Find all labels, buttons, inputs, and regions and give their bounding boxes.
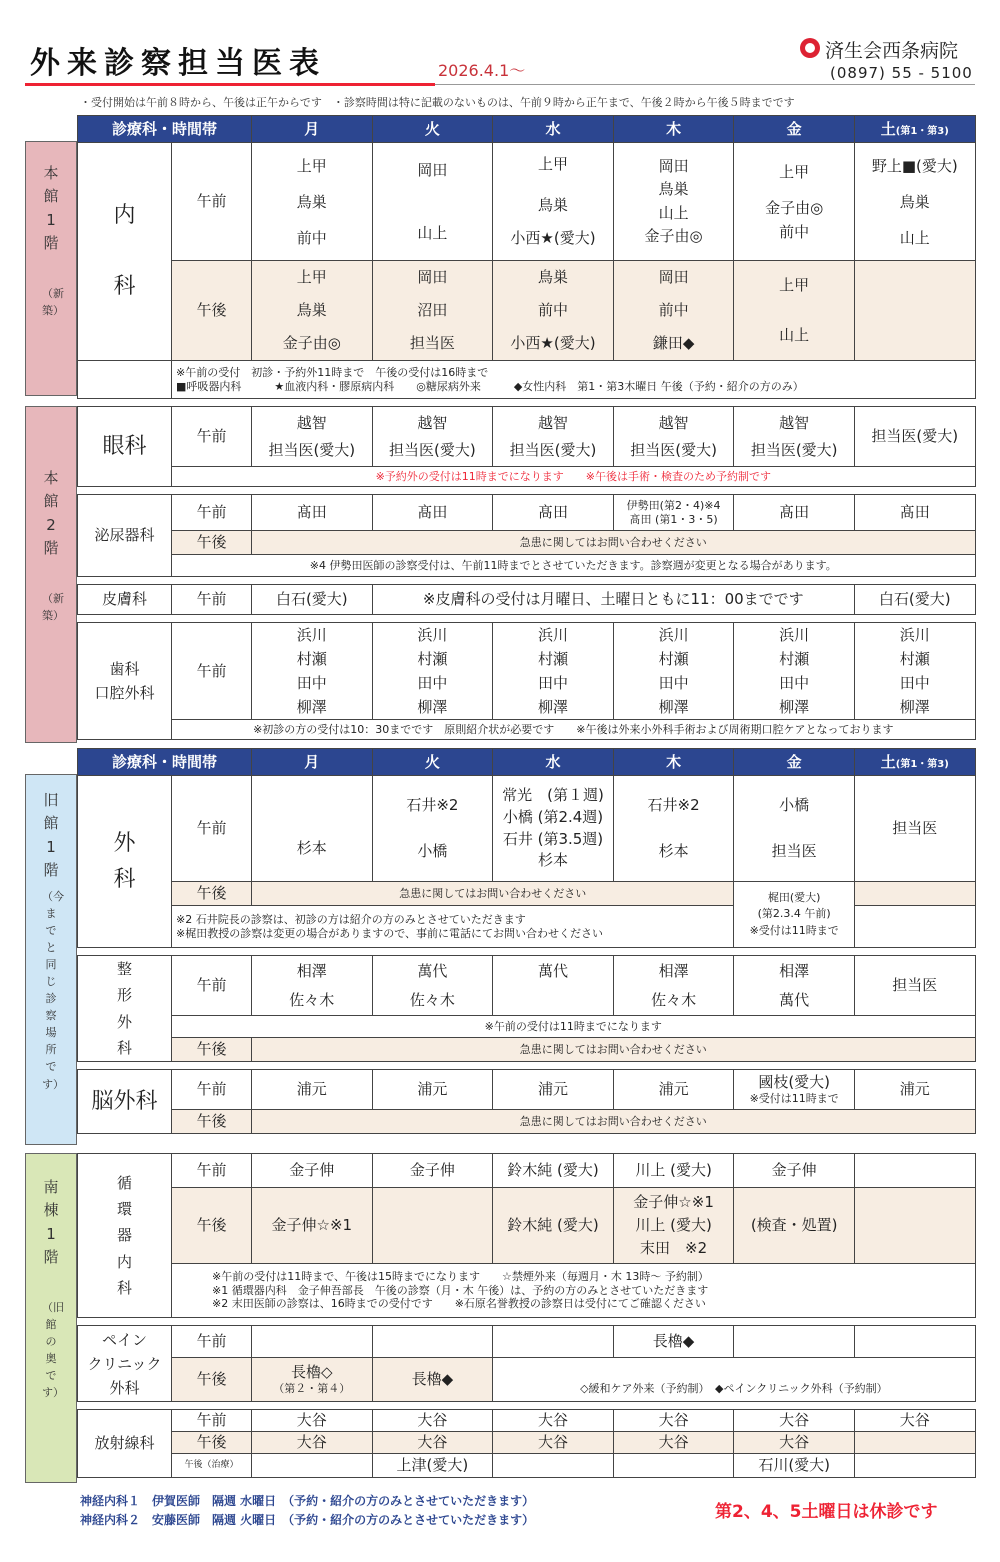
cell: 上甲 鳥巣 金子由◎ bbox=[252, 261, 373, 361]
cell: 担当医(愛大) bbox=[854, 407, 975, 467]
title-underline bbox=[25, 83, 435, 86]
slot-pm: 午後 bbox=[172, 531, 252, 555]
slot-am: 午前 bbox=[172, 1154, 252, 1188]
neuro-pm: 急患に関してはお問い合わせください bbox=[252, 1110, 976, 1134]
cell: 長櫓◆ bbox=[372, 1358, 493, 1402]
header-fri: 金 bbox=[734, 116, 855, 143]
cell: 髙田 bbox=[734, 495, 855, 531]
reception-note: ・受付開始は午前８時から、午後は正午からです ・診察時間は特に記載のないものは、午前９時から正午まで、午後２時から午後５時までです bbox=[80, 96, 795, 109]
cell: 石井※2 杉本 bbox=[613, 776, 734, 882]
slot-am: 午前 bbox=[172, 1410, 252, 1432]
cell: 大谷 bbox=[613, 1410, 734, 1432]
header-dept: 診療科・時間帯 bbox=[78, 749, 252, 776]
cell: 白石(愛大) bbox=[854, 585, 975, 615]
header-thu: 木 bbox=[613, 749, 734, 776]
cell: 杉本 bbox=[252, 776, 373, 882]
slot-am: 午前 bbox=[172, 407, 252, 467]
cell: 越智 担当医(愛大) bbox=[493, 407, 614, 467]
cell: 髙田 bbox=[493, 495, 614, 531]
building-label: 本館2階 （新築） bbox=[25, 406, 77, 743]
cell: 上甲 鳥巣 前中 bbox=[252, 143, 373, 261]
cell: (検査・処置) bbox=[734, 1188, 855, 1264]
cell: 川上 (愛大) bbox=[613, 1154, 734, 1188]
cell: 萬代 佐々木 bbox=[372, 956, 493, 1016]
footer-closed-notice: 第2、4、5土曜日は休診です bbox=[715, 1502, 938, 1522]
header-sat: 土(第1・第3) bbox=[854, 116, 975, 143]
dept-internal: 内科 bbox=[78, 143, 172, 361]
surgery-pm: 急患に関してはお問い合わせください bbox=[252, 882, 734, 906]
cell: 浦元 bbox=[854, 1070, 975, 1110]
cell: 大谷 bbox=[252, 1410, 373, 1432]
cell: 大谷 bbox=[493, 1432, 614, 1454]
cell: 大谷 bbox=[372, 1410, 493, 1432]
cell: 大谷 bbox=[372, 1432, 493, 1454]
dental-note: ※初診の方の受付は10：30までです 原則紹介状が必要です ※午後は外来小外科手術および周術期口腔ケアとなっております bbox=[172, 720, 976, 740]
cell: 長櫓◇ （第２・第４） bbox=[252, 1358, 373, 1402]
cell: 長櫓◆ bbox=[613, 1326, 734, 1358]
dept-radiology: 放射線科 bbox=[78, 1410, 172, 1478]
cell: 大谷 bbox=[854, 1410, 975, 1432]
cell: 鈴木純 (愛大) bbox=[493, 1154, 614, 1188]
cell: 伊勢田(第2・4)※4 髙田 (第1・3・5) bbox=[613, 495, 734, 531]
cell: 鳥巣 前中 小西★(愛大) bbox=[493, 261, 614, 361]
header-fri: 金 bbox=[734, 749, 855, 776]
dept-ortho: 整 形 外 科 bbox=[78, 956, 172, 1062]
cell: 浦元 bbox=[372, 1070, 493, 1110]
cell: 髙田 bbox=[854, 495, 975, 531]
cell: 金子伸☆※1 川上 (愛大) 末田 ※2 bbox=[613, 1188, 734, 1264]
cell: 越智 担当医(愛大) bbox=[734, 407, 855, 467]
schedule-table-b3 bbox=[77, 748, 976, 1134]
footer-neuro-1: 神経内科１ 伊賀医師 隔週 水曜日 （予約・紹介の方のみとさせていただきます） bbox=[80, 1494, 535, 1508]
cell: 浜川 村瀬 田中 柳澤 bbox=[493, 623, 614, 720]
cell: 浜川 村瀬 田中 柳澤 bbox=[613, 623, 734, 720]
schedule-table-main bbox=[77, 115, 976, 399]
cell: 浦元 bbox=[252, 1070, 373, 1110]
uro-pm: 急患に関してはお問い合わせください bbox=[252, 531, 976, 555]
dept-pain: ペイン クリニック 外科 bbox=[78, 1326, 172, 1402]
header-mon: 月 bbox=[252, 116, 373, 143]
cell: 越智 担当医(愛大) bbox=[372, 407, 493, 467]
cell: 相澤 佐々木 bbox=[613, 956, 734, 1016]
slot-pm-treatment: 午後（治療） bbox=[172, 1454, 252, 1478]
cell: 浦元 bbox=[613, 1070, 734, 1110]
cell: 萬代 bbox=[493, 956, 614, 1016]
cell: 上甲 鳥巣 小西★(愛大) bbox=[493, 143, 614, 261]
cell: 浜川 村瀬 田中 柳澤 bbox=[372, 623, 493, 720]
cell: 常光 (第１週) 小橋 (第2.4週) 石井 (第3.5週) 杉本 bbox=[493, 776, 614, 882]
cell: 岡田 山上 bbox=[372, 143, 493, 261]
schedule-table-b4 bbox=[77, 1153, 976, 1478]
cell: 浜川 村瀬 田中 柳澤 bbox=[252, 623, 373, 720]
cell: 越智 担当医(愛大) bbox=[613, 407, 734, 467]
building-label: 本館1階 （新築） bbox=[25, 141, 77, 396]
cell-empty bbox=[854, 261, 975, 361]
slot-pm: 午後 bbox=[172, 261, 252, 361]
cell: 金子伸 bbox=[734, 1154, 855, 1188]
cell: 石川(愛大) bbox=[734, 1454, 855, 1478]
cell: 石井※2 小橋 bbox=[372, 776, 493, 882]
cell: 大谷 bbox=[734, 1410, 855, 1432]
ortho-pm: 急患に関してはお問い合わせください bbox=[252, 1038, 976, 1062]
dept-derm: 皮膚科 bbox=[78, 585, 172, 615]
cell: 金子伸 bbox=[372, 1154, 493, 1188]
dept-surgery: 外 科 bbox=[78, 776, 172, 948]
pain-legend: ◇緩和ケア外来（予約制） ◆ペインクリニック外科（予約制） bbox=[493, 1358, 975, 1402]
slot-am: 午前 bbox=[172, 495, 252, 531]
slot-am: 午前 bbox=[172, 585, 252, 615]
header-thu: 木 bbox=[613, 116, 734, 143]
cell: 上甲 山上 bbox=[734, 261, 855, 361]
dept-cardio: 循 環 器 内 科 bbox=[78, 1154, 172, 1318]
slot-pm: 午後 bbox=[172, 1038, 252, 1062]
header-tue: 火 bbox=[372, 116, 493, 143]
internal-notes: ※午前の受付 初診・予約外11時まで 午後の受付は16時まで ■呼吸器内科 ★血液内科・膠原病内科 ◎糖尿病外来 ◆女性内科 第1・第3木曜日 午後（予約・紹介の方のみ） bbox=[172, 361, 976, 399]
cell: 上津(愛大) bbox=[372, 1454, 493, 1478]
header-mon: 月 bbox=[252, 749, 373, 776]
cell: 金子伸☆※1 bbox=[252, 1188, 373, 1264]
surgery-notes: ※2 石井院長の診察は、初診の方は紹介の方のみとさせていただきます ※梶田教授の診察は変更の場合がありますので、事前に電話にてお問い合わせください bbox=[172, 906, 734, 948]
cell: 相澤 萬代 bbox=[734, 956, 855, 1016]
building-label: 旧館1階 （今までと同じ診察場所です） bbox=[25, 774, 77, 1145]
cell: 上甲 金子由◎ 前中 bbox=[734, 143, 855, 261]
footer-neuro-2: 神経内科２ 安藤医師 隔週 火曜日 （予約・紹介の方のみとさせていただきます） bbox=[80, 1513, 535, 1527]
building-label: 南棟1階 （旧館の奥です） bbox=[25, 1153, 77, 1483]
cell: 岡田 沼田 担当医 bbox=[372, 261, 493, 361]
divider bbox=[435, 84, 975, 85]
dept-urology: 泌尿器科 bbox=[78, 495, 172, 577]
derm-note: ※皮膚科の受付は月曜日、土曜日ともに11：00までです bbox=[372, 585, 854, 615]
cell: 野上■(愛大) 鳥巣 山上 bbox=[854, 143, 975, 261]
cell: 大谷 bbox=[252, 1432, 373, 1454]
cell: 担当医 bbox=[854, 776, 975, 882]
hospital-logo-icon bbox=[800, 38, 820, 58]
hospital-name: 済生会西条病院 bbox=[825, 40, 959, 62]
cardio-notes: ※午前の受付は11時まで、午後は15時までになります ☆禁煙外来（毎週月・木 13時〜 予約制） ※1 循環器内科 金子伸吾部長 午後の診察（月・木 午後）は、予約の方のみとさせていただきます ※2 末田医師の診察は、16時までの受付です ※石原名誉教授の診察日は受付にてご確認ください bbox=[172, 1264, 976, 1318]
cell: 金子伸 bbox=[252, 1154, 373, 1188]
schedule-table-b2 bbox=[77, 406, 976, 740]
cell: 國枝(愛大) ※受付は11時まで bbox=[734, 1070, 855, 1110]
cell: 鈴木純 (愛大) bbox=[493, 1188, 614, 1264]
effective-date: 2026.4.1〜 bbox=[438, 61, 526, 80]
slot-am: 午前 bbox=[172, 1070, 252, 1110]
cell: 小橋 担当医 bbox=[734, 776, 855, 882]
cell: 大谷 bbox=[613, 1432, 734, 1454]
slot-pm: 午後 bbox=[172, 1358, 252, 1402]
cell: 越智 担当医(愛大) bbox=[252, 407, 373, 467]
page-title: 外来診察担当医表 bbox=[30, 46, 326, 81]
dept-neurosurgery: 脳外科 bbox=[78, 1070, 172, 1134]
header-wed: 水 bbox=[493, 749, 614, 776]
cell: 髙田 bbox=[252, 495, 373, 531]
hospital-phone: (0897) 55 - 5100 bbox=[830, 64, 973, 82]
dept-eye: 眼科 bbox=[78, 407, 172, 487]
cell: 岡田 前中 鎌田◆ bbox=[613, 261, 734, 361]
header-sat: 土(第1・第3) bbox=[854, 749, 975, 776]
cell: 大谷 bbox=[493, 1410, 614, 1432]
slot-am: 午前 bbox=[172, 143, 252, 261]
eye-note: ※予約外の受付は11時までになります ※午後は手術・検査のため予約制です bbox=[172, 467, 976, 487]
cell: 白石(愛大) bbox=[252, 585, 373, 615]
slot-pm: 午後 bbox=[172, 1432, 252, 1454]
cell: 浦元 bbox=[493, 1070, 614, 1110]
dept-dental: 歯科 口腔外科 bbox=[78, 623, 172, 740]
slot-am: 午前 bbox=[172, 1326, 252, 1358]
header-dept: 診療科・時間帯 bbox=[78, 116, 252, 143]
slot-pm: 午後 bbox=[172, 1188, 252, 1264]
uro-note: ※4 伊勢田医師の診察受付は、午前11時までとさせていただきます。診察週が変更となる場合があります。 bbox=[172, 555, 976, 577]
slot-am: 午前 bbox=[172, 623, 252, 720]
header-wed: 水 bbox=[493, 116, 614, 143]
cell: 相澤 佐々木 bbox=[252, 956, 373, 1016]
cell: 髙田 bbox=[372, 495, 493, 531]
cell: 浜川 村瀬 田中 柳澤 bbox=[854, 623, 975, 720]
slot-pm: 午後 bbox=[172, 882, 252, 906]
cell: 梶田(愛大) (第2.3.4 午前) ※受付は11時まで bbox=[734, 882, 855, 948]
ortho-note: ※午前の受付は11時までになります bbox=[172, 1016, 976, 1038]
cell: 浜川 村瀬 田中 柳澤 bbox=[734, 623, 855, 720]
cell: 岡田 鳥巣 山上 金子由◎ bbox=[613, 143, 734, 261]
cell: 大谷 bbox=[734, 1432, 855, 1454]
slot-am: 午前 bbox=[172, 956, 252, 1016]
header-tue: 火 bbox=[372, 749, 493, 776]
slot-pm: 午後 bbox=[172, 1110, 252, 1134]
slot-am: 午前 bbox=[172, 776, 252, 882]
cell: 担当医 bbox=[854, 956, 975, 1016]
